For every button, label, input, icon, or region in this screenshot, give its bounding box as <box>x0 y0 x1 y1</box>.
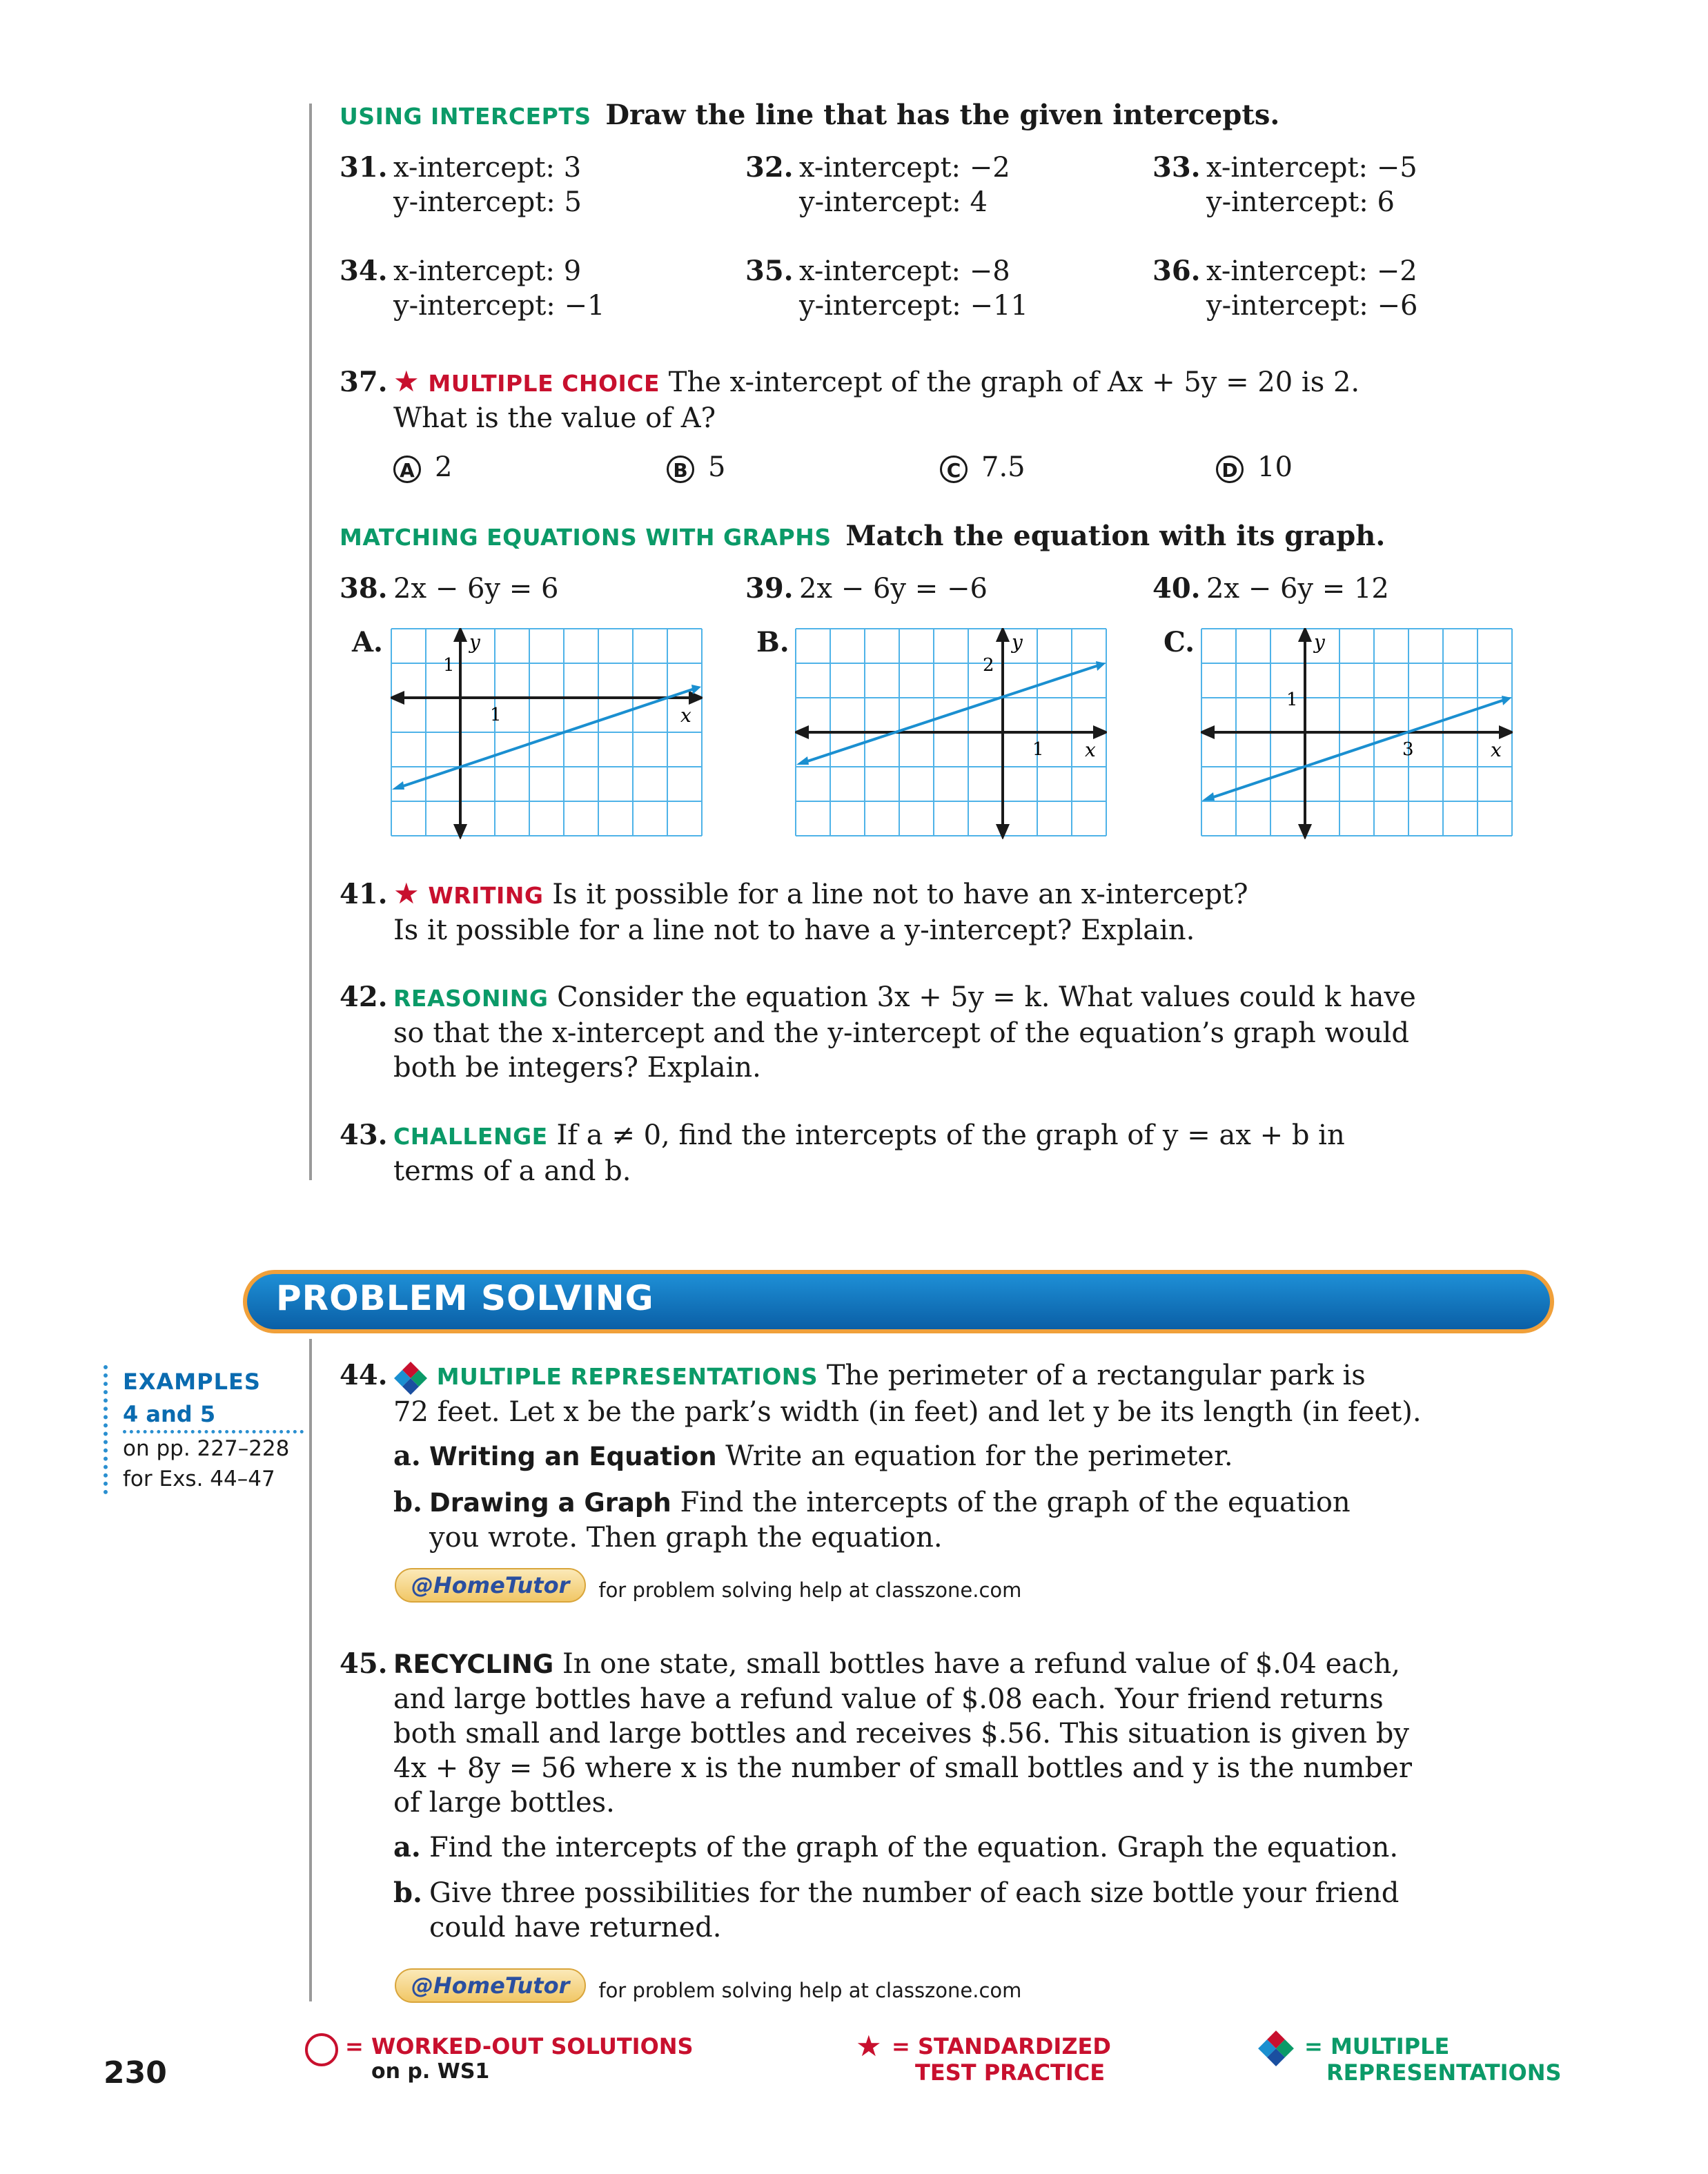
axes <box>1202 629 1511 836</box>
diamond-icon <box>1257 2029 1295 2066</box>
exercise-number: 44. <box>340 1359 388 1391</box>
multiple-text: = MULTIPLE <box>1304 2033 1450 2059</box>
x-tick-label: 1 <box>490 705 502 725</box>
question-text: If a ≠ 0, find the intercepts of the graph of y = ax + b in <box>556 1119 1345 1151</box>
question-text-4: 4x + 8y = 56 where x is the number of small bottles and y is the number <box>393 1752 1412 1784</box>
choice-d-letter: D <box>1216 456 1244 483</box>
y-axis-label: y <box>469 631 480 654</box>
worked-out-solutions-page: on p. WS1 <box>371 2059 490 2084</box>
question-text: The perimeter of a rectangular park is <box>826 1360 1366 1391</box>
reasoning-label: REASONING <box>393 985 549 1012</box>
part-text: Find the intercepts of the graph of the equation. Graph the equation. <box>429 1832 1399 1863</box>
choice-a[interactable] <box>393 450 452 484</box>
exercise-number: 41. <box>340 878 388 910</box>
choice-d-value: 10 <box>1257 451 1293 483</box>
exercise-number: 34. <box>340 255 388 287</box>
exercise-number: 43. <box>340 1119 388 1151</box>
y-axis-label: y <box>1314 631 1325 654</box>
home-tutor-2[interactable] <box>395 1968 1021 2003</box>
axes <box>796 629 1106 836</box>
examples-link[interactable]: 4 and 5 <box>123 1398 304 1433</box>
exercise-43 <box>340 1118 1345 1188</box>
y-intercept-text: y-intercept: −1 <box>393 290 605 322</box>
y-axis-label: y <box>1012 631 1023 654</box>
test-practice-text: TEST PRACTICE <box>915 2059 1106 2086</box>
choice-b-value: 5 <box>708 451 726 483</box>
question-text: Is it possible for a line not to have an x-intercept? <box>552 879 1248 910</box>
exercise-35 <box>745 254 1028 323</box>
choice-d[interactable] <box>1216 450 1293 484</box>
page-number: 230 <box>104 2055 167 2090</box>
y-intercept-text: y-intercept: 5 <box>393 186 582 218</box>
x-intercept-text: x-intercept: 3 <box>393 152 582 184</box>
graph-line <box>399 689 694 787</box>
home-tutor-logo[interactable]: @HomeTutor <box>395 1968 586 2003</box>
circle-icon <box>304 2032 340 2068</box>
question-text-3: both be integers? Explain. <box>393 1052 761 1084</box>
question-text-3: both small and large bottles and receives $.56. This situation is given by <box>393 1718 1409 1750</box>
exercise-39 <box>745 571 988 606</box>
y-intercept-text: y-intercept: 6 <box>1206 186 1395 218</box>
exercise-38 <box>340 571 558 606</box>
part-letter: a. <box>393 1831 421 1863</box>
star-icon: ★ <box>856 2029 882 2063</box>
line-arrow-start <box>796 756 809 765</box>
part-text: Write an equation for the perimeter. <box>725 1440 1233 1472</box>
exercise-number: 31. <box>340 151 388 184</box>
exercise-34 <box>340 254 605 323</box>
exercise-number: 39. <box>745 572 794 605</box>
question-text-2: What is the value of A? <box>393 402 716 434</box>
graph-b <box>795 628 1107 839</box>
choice-b-letter: B <box>667 456 694 483</box>
equation: 2x − 6y = 6 <box>393 573 559 605</box>
choice-c[interactable] <box>940 450 1025 484</box>
exercise-33 <box>1152 150 1417 219</box>
choice-c-value: 7.5 <box>981 451 1025 483</box>
x-intercept-text: x-intercept: −2 <box>1206 255 1417 287</box>
part-text: Give three possibilities for the number of each size bottle your friend <box>429 1877 1400 1909</box>
question-text: In one state, small bottles have a refund value of $.04 each, <box>562 1648 1400 1680</box>
exercise-31 <box>340 150 582 219</box>
examples-pages: on pp. 227–228 <box>123 1436 290 1461</box>
left-rule-top <box>309 104 312 1180</box>
y-tick-label: 1 <box>1286 689 1298 710</box>
question-text-5: of large bottles. <box>393 1787 615 1819</box>
exercise-41 <box>340 877 1248 948</box>
star-icon: ★ <box>393 877 420 910</box>
exercise-number: 32. <box>745 151 794 184</box>
exercise-number: 42. <box>340 981 388 1013</box>
y-tick-label: 1 <box>443 655 455 676</box>
question-text-2: terms of a and b. <box>393 1155 631 1187</box>
exercise-number: 37. <box>340 366 388 398</box>
graph-line <box>803 665 1099 763</box>
choice-b[interactable] <box>667 450 725 484</box>
question-text-2: Is it possible for a line not to have a y-intercept? Explain. <box>393 914 1195 946</box>
part-letter: b. <box>393 1486 422 1518</box>
home-tutor-note: for problem solving help at classzone.com <box>598 1978 1022 2002</box>
graph-line <box>1209 700 1504 799</box>
exercise-number: 40. <box>1152 572 1201 605</box>
exercise-44 <box>340 1358 1422 1429</box>
banner-title: PROBLEM SOLVING <box>276 1278 654 1318</box>
question-text-2: so that the x-intercept and the y-intercept of the equation’s graph would <box>393 1017 1409 1049</box>
multiple-representations-icon <box>393 1360 428 1395</box>
recycling-label: RECYCLING <box>393 1649 554 1679</box>
part-letter: a. <box>393 1440 421 1472</box>
exercise-44a <box>393 1439 1233 1474</box>
line-arrow-start <box>1202 792 1215 801</box>
representations-text: REPRESENTATIONS <box>1326 2059 1562 2086</box>
star-icon: ★ <box>393 364 420 398</box>
line-arrow-end <box>691 685 701 694</box>
exercise-number: 35. <box>745 255 794 287</box>
exercise-45 <box>340 1647 1412 1820</box>
part-letter: b. <box>393 1877 422 1909</box>
y-intercept-text: y-intercept: 4 <box>799 186 988 218</box>
question-text-2: and large bottles have a refund value of $.08 each. Your friend returns <box>393 1683 1384 1715</box>
x-tick-label: 1 <box>1032 739 1044 760</box>
standardized-text: = STANDARDIZED <box>892 2033 1111 2059</box>
matching-heading-line <box>340 519 1385 555</box>
examples-exercises: for Exs. 44–47 <box>123 1467 275 1491</box>
intercepts-heading-line <box>340 98 1279 134</box>
x-axis-label: x <box>1491 738 1502 761</box>
question-text: The x-intercept of the graph of Ax + 5y = 20 is 2. <box>668 366 1360 398</box>
home-tutor-note: for problem solving help at classzone.com <box>598 1578 1022 1602</box>
exercise-37 <box>340 364 1359 435</box>
question-text-2: 72 feet. Let x be the park’s width (in feet) and let y be its length (in feet). <box>393 1396 1422 1428</box>
exercise-32 <box>745 150 1010 219</box>
line-arrow-start <box>392 781 404 790</box>
challenge-label: CHALLENGE <box>393 1123 548 1150</box>
x-intercept-text: x-intercept: −2 <box>799 152 1010 184</box>
matching-instruction: Match the equation with its graph. <box>845 520 1386 552</box>
multiple-representations-label: MULTIPLE REPRESENTATIONS <box>436 1363 818 1390</box>
graph-c <box>1201 628 1513 839</box>
exercise-number: 36. <box>1152 255 1201 287</box>
part-text-2: you wrote. Then graph the equation. <box>429 1522 943 1554</box>
choice-a-letter: A <box>393 456 421 483</box>
equation: 2x − 6y = −6 <box>799 573 988 605</box>
examples-title: EXAMPLES <box>123 1369 261 1395</box>
home-tutor-logo[interactable]: @HomeTutor <box>395 1568 586 1603</box>
exercise-number: 33. <box>1152 151 1201 184</box>
x-intercept-text: x-intercept: −8 <box>799 255 1010 287</box>
graph-a <box>391 628 703 839</box>
choice-c-letter: C <box>940 456 968 483</box>
x-axis-label: x <box>680 704 691 727</box>
intercepts-instruction: Draw the line that has the given intercepts. <box>605 99 1280 131</box>
x-tick-label: 3 <box>1402 739 1414 760</box>
matching-heading: MATCHING EQUATIONS WITH GRAPHS <box>340 524 832 551</box>
graph-a-label: A. <box>352 626 383 658</box>
exercise-45a <box>393 1830 1398 1865</box>
exercise-40 <box>1152 571 1389 606</box>
y-tick-label: 2 <box>983 655 994 676</box>
multiple-choice-label: MULTIPLE CHOICE <box>428 370 660 397</box>
part-title: Drawing a Graph <box>429 1488 671 1518</box>
graph-b-label: B. <box>756 626 789 658</box>
y-intercept-text: y-intercept: −6 <box>1206 290 1418 322</box>
examples-sidebar <box>104 1365 323 1494</box>
exercise-42 <box>340 980 1416 1085</box>
exercise-44b <box>393 1485 1351 1555</box>
exercise-number: 45. <box>340 1647 388 1680</box>
graph-c-label: C. <box>1164 626 1195 658</box>
y-intercept-text: y-intercept: −11 <box>799 290 1028 322</box>
x-intercept-text: x-intercept: 9 <box>393 255 582 287</box>
equation: 2x − 6y = 12 <box>1206 573 1389 605</box>
part-title: Writing an Equation <box>429 1442 717 1471</box>
x-axis-label: x <box>1085 738 1096 761</box>
question-text: Consider the equation 3x + 5y = k. What values could k have <box>557 981 1416 1013</box>
intercepts-heading: USING INTERCEPTS <box>340 103 591 130</box>
exercise-36 <box>1152 254 1417 323</box>
x-intercept-text: x-intercept: −5 <box>1206 152 1417 184</box>
part-text: Find the intercepts of the graph of the equation <box>680 1487 1351 1518</box>
exercise-number: 38. <box>340 572 388 605</box>
choice-a-value: 2 <box>435 451 453 483</box>
worked-out-solutions-text: = WORKED-OUT SOLUTIONS <box>345 2033 694 2059</box>
grid <box>391 629 702 836</box>
part-text-2: could have returned. <box>429 1912 722 1943</box>
writing-label: WRITING <box>428 882 544 909</box>
home-tutor-1[interactable] <box>395 1568 1021 1603</box>
exercise-45b <box>393 1876 1399 1945</box>
